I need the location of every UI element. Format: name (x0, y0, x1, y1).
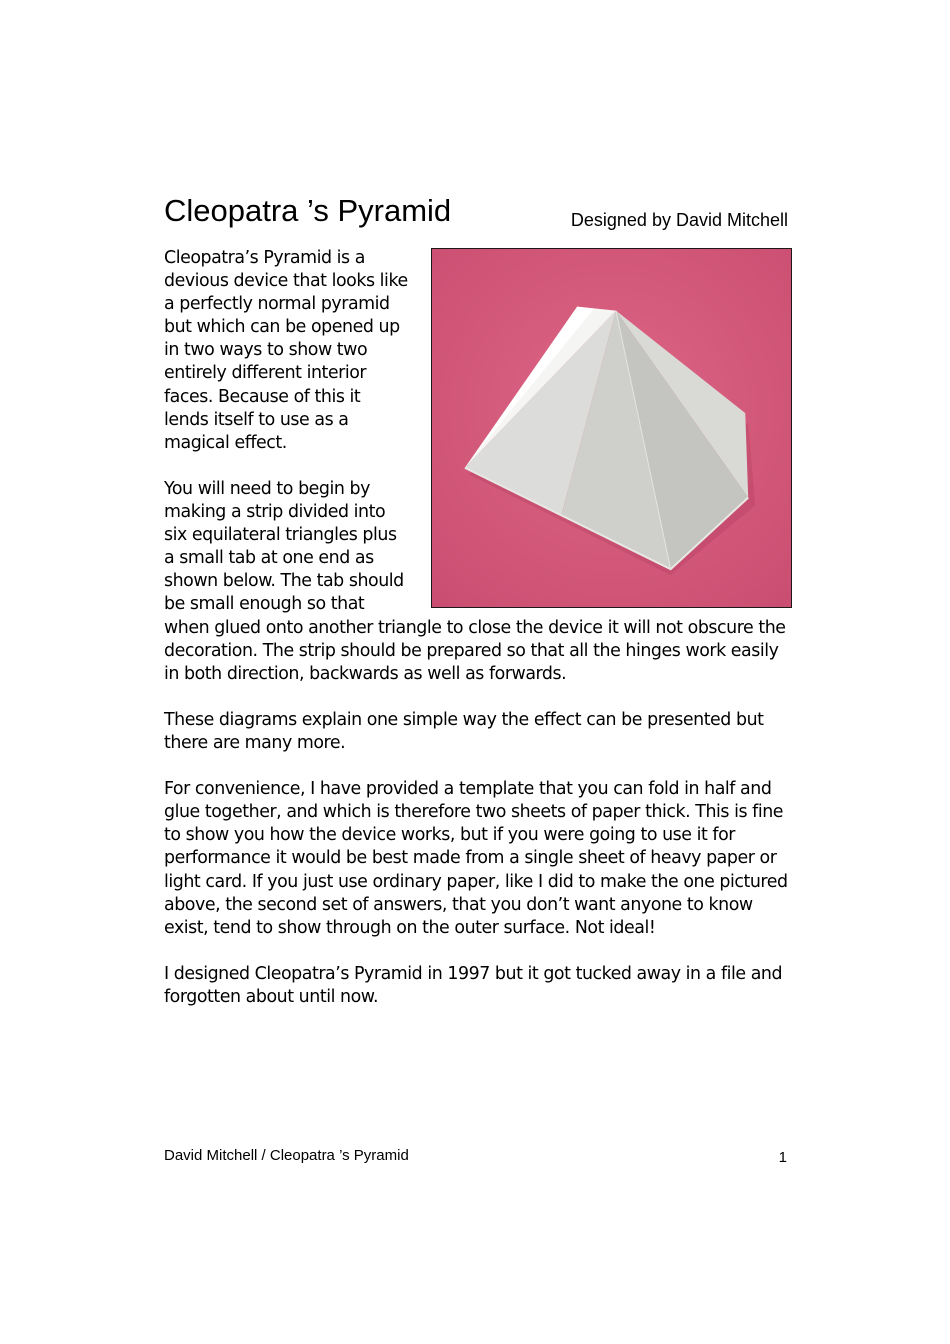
body-text (164, 247, 792, 1032)
paragraph-history: I designed Cleopatra’s Pyramid in 1997 but it got tucked away in a file and forgotten about until now. (164, 963, 783, 1007)
page-title: Cleopatra ’s Pyramid (164, 193, 452, 228)
page-number: 1 (778, 1149, 787, 1166)
designer-credit: Designed by David Mitchell (570, 210, 788, 230)
paragraph-template: For convenience, I have provided a template that you can fold in half and glue together, and which is therefore two sheets of paper thick. This is fine to show you how the device works, but if you were going to use it for performance it would be best made from a single sheet of heavy paper or light card. If you just use ordinary paper, like I did to make the one pictured above, the second set of answers, that you don’t want anyone to know exist, tend to show through on the outer surface. Not ideal! (164, 779, 788, 938)
footer-title: David Mitchell / Cleopatra ’s Pyramid (164, 1147, 409, 1164)
pyramid-photo (431, 248, 792, 608)
paragraph-strip: You will need to begin by making a strip divided into six equilateral triangles plus a small tab at one end as shown below. The tab should be small enough so that when glued onto another triangle to close the device it will not obscure the decoration. The strip should be prepared so that all the hinges work easily in both direction, backwards as well as forwards. (164, 478, 786, 684)
paragraph-diagrams: These diagrams explain one simple way the effect can be presented but there are many more. (164, 709, 764, 753)
paragraph-intro: Cleopatra’s Pyramid is a devious device that looks like a perfectly normal pyramid but which can be opened up in two ways to show two entirely different interior faces. Because of this it lends itself to use as a magical effect. (164, 248, 408, 453)
paper-pyramid-illustration (432, 249, 791, 607)
